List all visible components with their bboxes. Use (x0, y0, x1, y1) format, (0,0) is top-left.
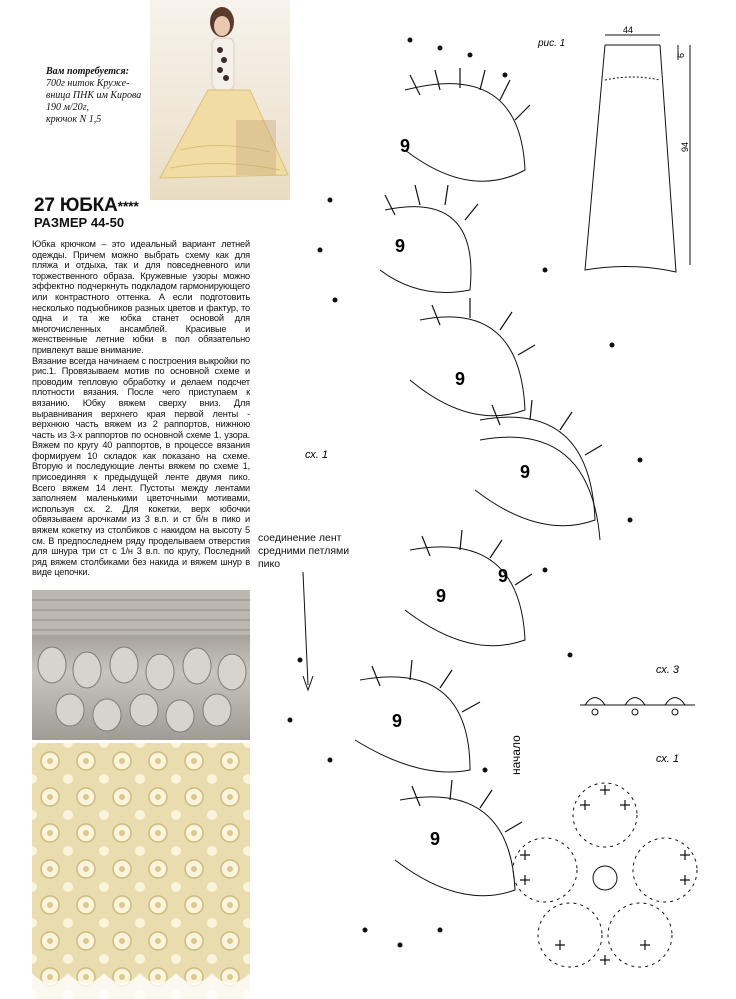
motif-number: 9 (430, 829, 441, 849)
scheme1b-label: сх. 1 (656, 753, 679, 765)
fig1-dim-top: 44 (622, 25, 634, 35)
motif-number: 9 (392, 711, 403, 731)
difficulty-stars: **** (117, 198, 139, 214)
materials-heading: Вам потребуется: (46, 66, 129, 77)
fig1-dim-side: 6 (676, 52, 686, 58)
motif-number: 9 (400, 136, 411, 156)
scheme1-fan-pattern (288, 38, 642, 947)
connection-arrow (303, 572, 313, 690)
materials-line: крючок N 1,5 (46, 114, 102, 125)
scheme3-edging (580, 698, 695, 716)
flower-motif (513, 783, 697, 967)
motif-number: 9 (395, 236, 406, 256)
intro-paragraph: Юбка крючком – это идеальный вариант летней одежды. Причем можно выбрать схему как для пляжа и отдыха, так и для повседневного или торжественного образа. Кружевные узоры можно эффектно подчеркнуть подкладом гармонирующего или контрастного оттенка. А если подготовить несколько подъюбников разных цветов и фактур, то одна и та же юбка станет основой для многочисленных ансамблей. Красивые и женственные летние юбки в пол обязательно привлекут ваше внимание. (32, 239, 250, 355)
materials-line: вница ПНК им Кирова (46, 90, 142, 101)
scheme1-label: сх. 1 (305, 449, 328, 461)
pattern-name: 27 ЮБКА (34, 195, 118, 216)
motif-number: 9 (455, 369, 466, 389)
pattern-size: РАЗМЕР 44-50 (34, 215, 125, 230)
motif-number: 9 (520, 462, 531, 482)
fig1-label: рис. 1 (538, 38, 566, 49)
start-label: начало (509, 735, 523, 775)
materials-line: 700г ниток Круже- (46, 78, 130, 89)
materials-line: 190 м/20г, (46, 102, 90, 113)
motif-number: 9 (498, 566, 509, 586)
scheme3-label: сх. 3 (656, 664, 679, 676)
motif-number: 9 (436, 586, 447, 606)
instructions-paragraph: Вязание всегда начинаем с построения выкройки по рис.1. Провязываем мотив по основной схеме и проводим тепловую обработку и делаем подсчет плотности вязания. После чего приступаем к вязанию. Юбку вяжем сверху вниз. Для выравнивания верхнего края первой ленты - верхнюю часть вяжем из 2 раппортов, нижнюю часть из 3-х раппортов по основной схеме 1. узора. Вяжем по кругу 40 раппортов, в процессе вязания формируем 10 складок как показано на схеме. Вторую и последующие ленты вяжем по схеме 1, присоединяя к предыдущей ленте двумя пико. Всего вяжем 14 лент. Пустоты между лентами заполняем маленькими цветочными мотивами, используя сх. 2. Для кокетки, верх юбочки обвязываем арочками из 3 в.п. и ст б/н в пико и вяжем кокетку из столбиков с накидом на высоту 5 см. В предпоследнем ряду проделываем отверстия для шнура три ст с 1/н 3 в.п. по кругу, Последний ряд вяжем столбиками без накида и вяжем шнур в виде цепочки. (32, 355, 250, 578)
skirt-pattern-figure (585, 35, 690, 272)
fig1-dim-length: 94 (680, 141, 690, 152)
connection-note: соединение лент средними петлями пико (258, 532, 350, 570)
